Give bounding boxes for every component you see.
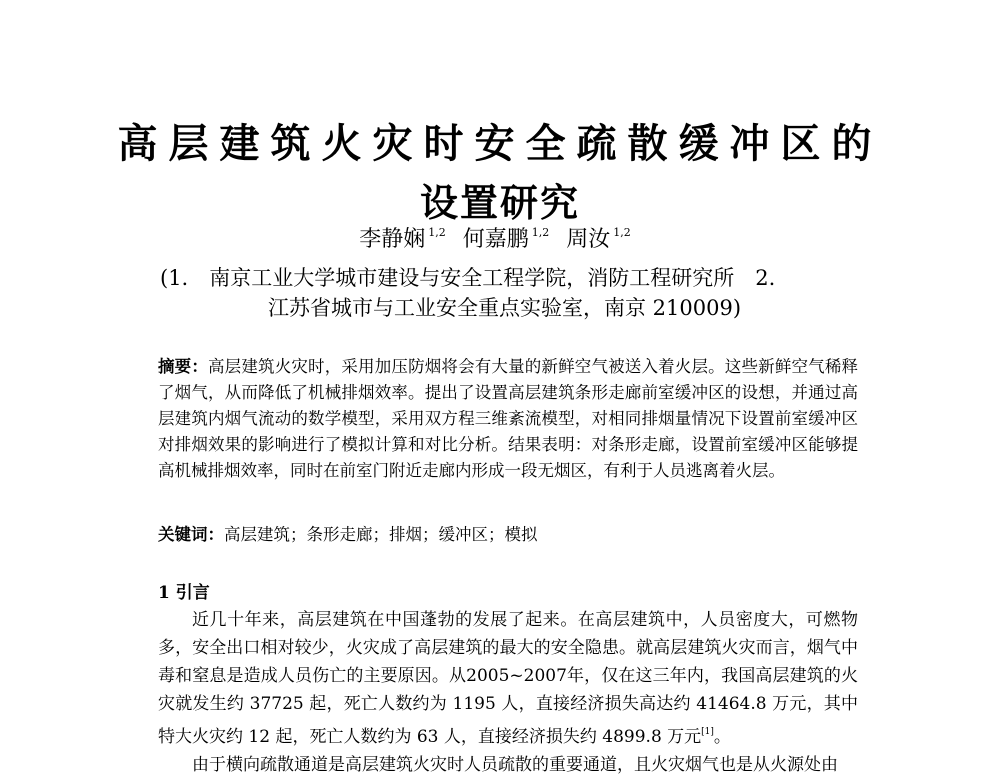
keywords-label: 关键词： <box>158 525 224 544</box>
abstract-label: 摘要： <box>158 357 209 376</box>
keywords <box>158 522 858 548</box>
abstract <box>158 354 858 484</box>
paper-title-line-2: 设置研究 <box>419 181 580 225</box>
citation-mark: [1] <box>701 727 714 737</box>
paragraph-end: 。 <box>713 727 731 747</box>
author-list <box>0 222 1000 253</box>
paragraph <box>158 751 858 779</box>
author-affiliation-mark: 1,2 <box>613 226 631 239</box>
author-affiliation-mark: 1,2 <box>531 226 550 239</box>
paragraph-text: 由于横向疏散通道是高层建筑火灾时人员疏散的重要通道，且火灾烟气也是从火源处由 <box>192 755 838 775</box>
paragraph <box>158 606 858 751</box>
author-affiliation-mark: 1,2 <box>428 226 446 239</box>
author-name: 何嘉鹏 <box>462 227 529 252</box>
affiliation-line-1: (1. 南京工业大学城市建设与安全工程学院，消防工程研究所 2. <box>160 266 776 290</box>
author-name: 李静娴 <box>359 227 426 252</box>
author-name: 周汝 <box>566 227 611 252</box>
body-text <box>158 606 858 779</box>
paper-title-line-1: 高层建筑火灾时安全疏散缓冲区的 <box>117 121 883 167</box>
section-heading: 1 引言 <box>158 583 210 603</box>
abstract-text: 高层建筑火灾时，采用加压防烟将会有大量的新鲜空气被送入着火层。这些新鲜空气稀释了烟气，从而降低了机械排烟效率。提出了设置高层建筑条形走廊前室缓冲区的设想，并通过高层建筑内烟气流动的数学模型，采用双方程三维紊流模型，对相同排烟量情况下设置前室缓冲区对排烟效果的影响进行了模拟计算和对比分析。结果表明：对条形走廊，设置前室缓冲区能够提高机械排烟效率，同时在前室门附近走廊内形成一段无烟区，有利于人员逃离着火层。 <box>158 357 859 480</box>
keywords-text: 高层建筑；条形走廊；排烟；缓冲区；模拟 <box>224 525 538 544</box>
paragraph-text: 近几十年来，高层建筑在中国蓬勃的发展了起来。在高层建筑中，人员密度大，可燃物多，安全出口相对较少，火灾成了高层建筑的最大的安全隐患。就高层建筑火灾而言，烟气中毒和窒息是造成人员伤亡的主要原因。从2005~2007年，仅在这三年内，我国高层建筑的火灾就发生约 37725 起，死亡人数约为 1195 人，直接经济损失高达约 41464.8 万元，其中特大火灾约 12 起，死亡人数约为 63 人，直接经济损失约 4899.8 万元 <box>158 610 858 747</box>
affiliation-line-2: 江苏省城市与工业安全重点实验室，南京 210009) <box>268 296 742 320</box>
